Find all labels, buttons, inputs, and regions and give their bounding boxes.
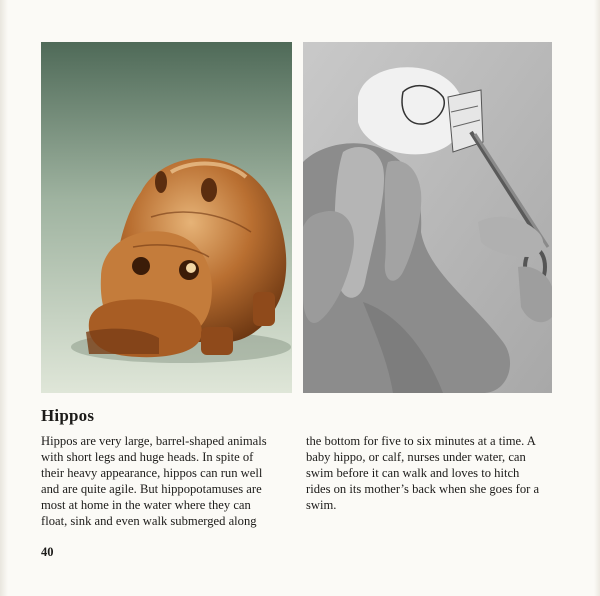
page-number: 40 [41,545,54,559]
carved-hippo-photo [41,42,292,393]
body-text-left-column [41,433,293,529]
text-line: Hippos are very large, barrel-shaped animals [41,434,267,448]
text-line: the bottom for five to six minutes at a time. A [306,434,536,448]
text-line: float, sink and even walk submerged along [41,514,257,528]
page-gutter-left [0,0,8,596]
text-line: with short legs and huge heads. In spite of [41,450,254,464]
text-line: swim before it can walk and loves to hitch [306,466,520,480]
carving-work-photo [303,42,552,393]
text-line: most at home in the water where they can [41,498,251,512]
text-line: rides on its mother’s back when she goes for a [306,482,540,496]
text-line: and are quite agile. But hippopotamuses are [41,482,262,496]
text-line: their heavy appearance, hippos can run well [41,466,263,480]
body-text-right-column [306,433,556,513]
page-gutter-right [594,0,600,596]
text-line: baby hippo, or calf, nurses under water, can [306,450,526,464]
text-line: swim. [306,498,337,512]
section-heading: Hippos [41,406,95,425]
